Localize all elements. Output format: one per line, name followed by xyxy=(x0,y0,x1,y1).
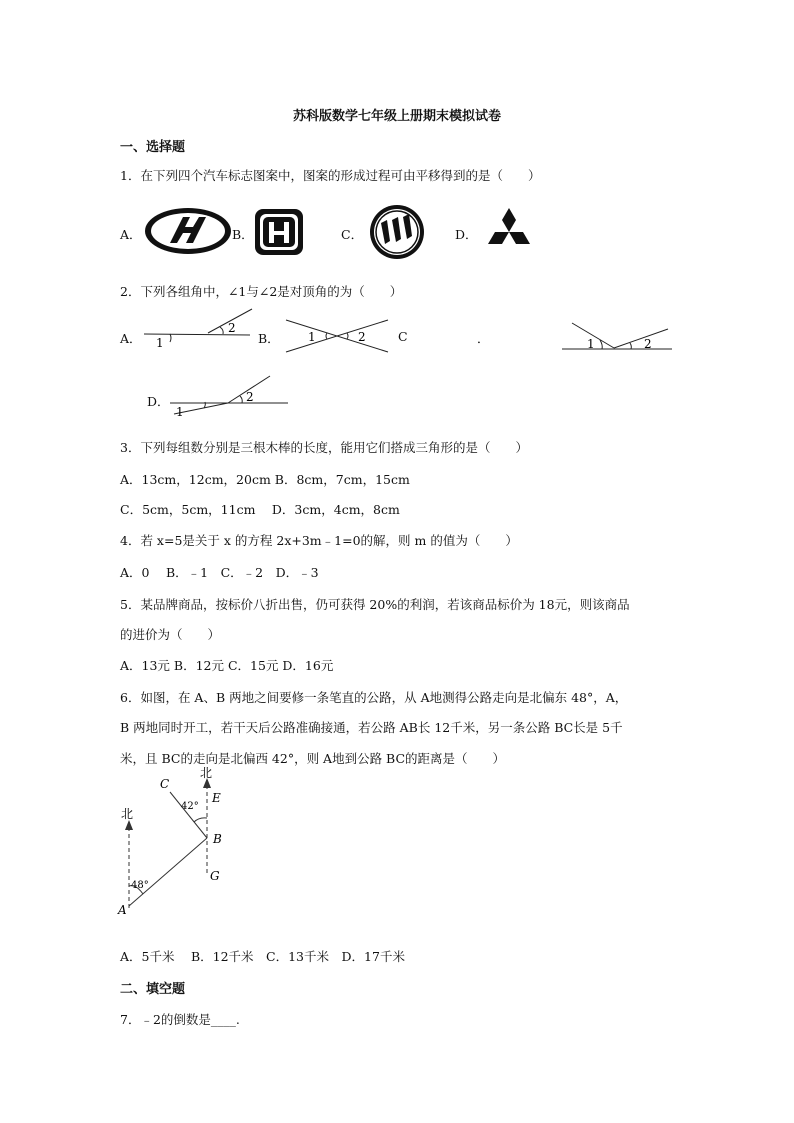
q6-point-c-label: C xyxy=(160,777,170,791)
q3-options-line-1: A．13cm，12cm，20cm B．8cm，7cm，15cm xyxy=(120,472,410,487)
q2-figure-c xyxy=(560,318,675,358)
question-6-text-line-1: 6．如图，在 A、B 两地之间要修一条笔直的公路，从 A地测得公路走向是北偏东 48°，A， xyxy=(120,690,628,705)
q2-option-c: C xyxy=(398,329,408,344)
q2-figure-a xyxy=(140,305,260,355)
question-2-text: 2．下列各组角中，∠1与∠2是对顶角的为（ ） xyxy=(120,284,403,299)
q2-option-a: A． xyxy=(120,331,142,346)
q6-north-label-b: 北 xyxy=(200,766,213,780)
q2-c-angle-1-label: 1 xyxy=(587,337,595,351)
q2-option-d: D． xyxy=(147,394,170,409)
mitsubishi-logo-icon xyxy=(480,207,538,257)
q2-b-angle-1-label: 1 xyxy=(308,330,316,344)
q4-options: A．0 B．﹣1 C．﹣2 D．﹣3 xyxy=(120,565,319,580)
q6-north-label-a: 北 xyxy=(121,807,134,821)
page-title: 苏科版数学七年级上册期末模拟试卷 xyxy=(292,109,501,124)
hyundai-logo-icon xyxy=(143,205,233,257)
q6-angle-48-label: 48° xyxy=(131,880,149,891)
q2-d-angle-1-label: 1 xyxy=(176,405,184,419)
q2-a-angle-1-label: 1 xyxy=(156,336,164,350)
question-3-text: 3．下列每组数分别是三根木棒的长度，能用它们搭成三角形的是（ ） xyxy=(120,440,528,455)
q2-a-angle-2-label: 2 xyxy=(228,321,236,335)
q5-options: A．13元 B．12元 C．15元 D．16元 xyxy=(120,658,334,673)
q3-options-line-2: C．5cm，5cm，11cm D．3cm，4cm，8cm xyxy=(120,502,400,517)
question-5-text-line-2: 的进价为（ ） xyxy=(120,627,221,642)
q1-option-a: A． xyxy=(120,227,142,242)
question-1-text: 1．在下列四个汽车标志图案中，图案的形成过程可由平移得到的是（ ） xyxy=(120,168,541,183)
q1-option-b: B． xyxy=(232,227,254,242)
q2-d-angle-2-label: 2 xyxy=(246,390,254,404)
q6-point-b-label: B xyxy=(213,832,222,846)
q6-options: A．5千米 B．12千米 C．13千米 D．17千米 xyxy=(120,949,405,964)
q6-point-g-label: G xyxy=(210,869,220,883)
q6-angle-42-label: 42° xyxy=(181,801,199,812)
honda-logo-icon xyxy=(253,207,305,257)
buick-logo-icon xyxy=(368,203,426,261)
q6-point-a-label: A xyxy=(118,903,127,917)
q6-point-e-label: E xyxy=(212,791,221,805)
q2-option-c-dot: ． xyxy=(477,331,490,346)
q2-figure-b xyxy=(282,314,392,356)
section-heading-fill: 二、填空题 xyxy=(120,982,186,997)
question-6-text-line-3: 米，且 BC的走向是北偏西 42°，则 A地到公路 BC的距离是（ ） xyxy=(120,751,506,766)
question-4-text: 4．若 x=5是关于 x 的方程 2x+3m﹣1=0的解，则 m 的值为（ ） xyxy=(120,533,518,548)
q2-b-angle-2-label: 2 xyxy=(358,330,366,344)
question-6-text-line-2: B 两地同时开工，若干天后公路准确接通，若公路 AB长 12千米，另一条公路 BC长是 5千 xyxy=(120,720,623,735)
q1-option-d: D． xyxy=(455,227,478,242)
q2-option-b: B． xyxy=(258,331,280,346)
q6-direction-figure xyxy=(112,768,242,920)
section-heading-choice: 一、选择题 xyxy=(120,140,186,155)
q1-option-c: C． xyxy=(341,227,364,242)
question-5-text-line-1: 5．某品牌商品，按标价八折出售，仍可获得 20%的利润，若该商品标价为 18元，则该商品 xyxy=(120,597,630,612)
q2-c-angle-2-label: 2 xyxy=(644,337,652,351)
question-7-text: 7．﹣2的倒数是____. xyxy=(120,1012,240,1027)
q2-figure-d xyxy=(166,372,291,420)
